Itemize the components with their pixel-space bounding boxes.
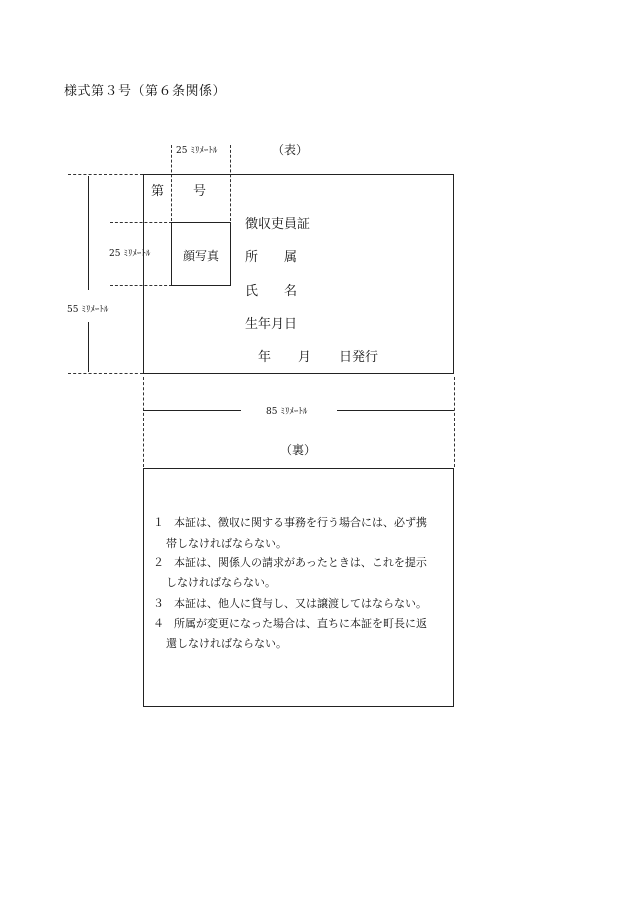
card-width-arrow-left [143,410,241,411]
note-text: 本証は、他人に貸与し、又は譲渡してはならない。 [174,597,427,610]
note-1 [153,512,427,533]
card-height-arrow-upper [88,176,89,290]
note-number: ２ [153,556,164,569]
photo-label: 顔写真 [183,249,220,263]
card-bottom-guide [68,373,143,374]
note-text: 本証は、関係人の請求があったときは、これを提示 [174,556,427,569]
number-label-go: 号 [193,184,207,199]
note-number: １ [153,516,164,529]
note-1-continuation: 帯しなければならない。 [166,537,287,550]
form-title: 様式第３号（第６条関係） [64,84,227,99]
front-side-label: （表） [272,143,309,157]
card-height-arrow-lower [88,322,89,372]
note-3 [153,593,427,614]
photo-height-dimension-label: 25 ﾐﾘﾒｰﾄﾙ [109,249,151,259]
birthdate-label: 生年月日 [245,317,298,332]
issue-day-label: 日発行 [339,350,379,365]
card-width-dimension-label: 85 ﾐﾘﾒｰﾄﾙ [266,407,308,417]
card-width-guide-left [143,377,144,467]
note-4-continuation: 還しなければならない。 [166,637,287,650]
note-2-continuation: しなければならない。 [166,576,276,589]
note-4 [153,613,427,634]
note-2 [153,552,427,573]
back-side-label: （裏） [280,443,317,457]
note-text: 本証は、徴収に関する事務を行う場合には、必ず携 [174,516,427,529]
card-height-dimension-label: 55 ﾐﾘﾒｰﾄﾙ [67,305,109,315]
note-number: ３ [153,597,164,610]
card-title: 徴収吏員証 [245,217,311,232]
note-number: ４ [153,617,164,630]
card-width-guide-right [454,377,455,467]
number-label-dai: 第 [151,184,165,199]
issue-year-label: 年 [258,350,272,365]
note-text: 所属が変更になった場合は、直ちに本証を町長に返 [174,617,427,630]
photo-width-dimension-label: 25 ﾐﾘﾒｰﾄﾙ [176,146,218,156]
issue-month-label: 月 [298,350,312,365]
card-width-arrow-right [337,410,454,411]
card-top-guide [68,174,143,175]
affiliation-label: 所 属 [245,250,298,265]
name-label: 氏 名 [245,284,298,299]
